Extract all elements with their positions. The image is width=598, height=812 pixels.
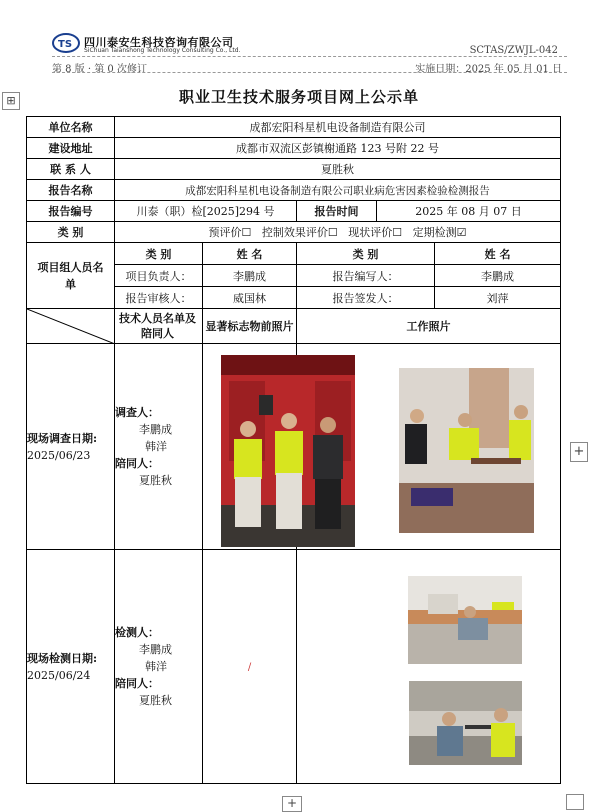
- escort-label: 陪同人：: [115, 457, 159, 470]
- type-option-status: 现状评价☐: [348, 226, 403, 239]
- page-title: 职业卫生技术服务项目网上公示单: [178, 88, 419, 106]
- add-row-button[interactable]: +: [282, 796, 302, 812]
- report-name-value: 成都宏阳科星机电设备制造有限公司职业病危害因素检验检测报告: [115, 180, 561, 201]
- testing-work-photo-2: [409, 681, 522, 765]
- type-label: 类 别: [27, 222, 115, 243]
- diagonal-line: [27, 309, 115, 344]
- address-label: 建设地址: [27, 138, 115, 159]
- report-time-value: 2025 年 08 月 07 日: [377, 201, 561, 222]
- checkbox-unchecked-icon[interactable]: ☐: [241, 226, 252, 239]
- escort-label: 陪同人：: [115, 677, 159, 690]
- company-name-en: SiChuan Taianshong Technology Consulting Co., Ltd.: [84, 47, 241, 54]
- survey-date: 2025/06/23: [27, 448, 91, 462]
- investigator-name: 韩洋: [145, 440, 167, 453]
- team-type-header: 类 别: [297, 243, 435, 265]
- testing-date-cell: [27, 550, 115, 784]
- landmark-group-photo: [221, 355, 355, 547]
- name-report-writer: 李鹏成: [435, 265, 561, 287]
- name-report-issuer: 刘萍: [435, 287, 561, 309]
- role-project-lead: 项目负责人：: [115, 265, 203, 287]
- add-column-button[interactable]: +: [570, 442, 588, 462]
- role-report-reviewer: 报告审核人：: [115, 287, 203, 309]
- table-move-handle[interactable]: ⊞: [2, 92, 20, 110]
- company-name-cn: 四川泰安生科技咨询有限公司: [84, 36, 234, 49]
- survey-date-label: 现场调查日期:: [27, 431, 98, 445]
- testing-staff-cell: [115, 550, 203, 784]
- testing-date-label: 现场检测日期:: [27, 651, 98, 665]
- role-report-issuer: 报告签发人：: [297, 287, 435, 309]
- header-divider: [52, 56, 567, 57]
- unit-name-label: 单位名称: [27, 117, 115, 138]
- header-divider: [52, 72, 567, 73]
- checkbox-unchecked-icon[interactable]: ☐: [327, 226, 338, 239]
- testing-work-photo-1: [408, 576, 522, 664]
- name-report-reviewer: 威国林: [203, 287, 297, 309]
- tester-name: 李鹏成: [139, 643, 172, 656]
- type-options: [115, 222, 561, 243]
- tester-name: 韩洋: [145, 660, 167, 673]
- report-time-label: 报告时间: [297, 201, 377, 222]
- contact-label: 联 系 人: [27, 159, 115, 180]
- svg-text:TS: TS: [58, 39, 73, 50]
- role-report-writer: 报告编写人：: [297, 265, 435, 287]
- team-type-header: 类 别: [115, 243, 203, 265]
- report-number-value: 川泰（职）检[2025]294 号: [115, 201, 297, 222]
- staff-header: 技术人员名单及陪同人: [115, 309, 203, 344]
- escort-name: 夏胜秋: [139, 694, 172, 707]
- checkbox-checked-icon[interactable]: ☑: [456, 226, 467, 239]
- work-photo-header: 工作照片: [297, 309, 561, 344]
- effective-date: 实施日期：2025 年 05 月 01 日: [415, 64, 562, 75]
- escort-name: 夏胜秋: [139, 474, 172, 487]
- type-option-control-effect: 控制效果评价☐: [261, 226, 338, 239]
- landmark-photo-header: 显著标志物前照片: [203, 309, 297, 344]
- report-name-label: 报告名称: [27, 180, 115, 201]
- project-team-label: 项目组人员名单: [27, 243, 115, 309]
- team-name-header: 姓 名: [203, 243, 297, 265]
- testing-landmark-photo-cell: [203, 550, 297, 784]
- address-value: 成都市双流区彭镇榭通路 123 号附 22 号: [115, 138, 561, 159]
- cursor-mark-icon: /: [247, 662, 252, 673]
- testing-date: 2025/06/24: [27, 668, 91, 682]
- tester-label: 检测人：: [115, 626, 159, 639]
- report-number-label: 报告编号: [27, 201, 115, 222]
- type-option-periodic: 定期检测☑: [412, 226, 467, 239]
- investigator-name: 李鹏成: [139, 423, 172, 436]
- investigator-label: 调查人：: [115, 406, 159, 419]
- type-option-pre-evaluation: 预评价☐: [208, 226, 252, 239]
- survey-work-photo: [399, 368, 534, 533]
- contact-value: 夏胜秋: [115, 159, 561, 180]
- version-info: 第 8 版 · 第 0 次修订: [52, 64, 147, 75]
- company-logo: [52, 32, 80, 54]
- document-code: SCTAS/ZWJL-042: [469, 45, 558, 56]
- survey-date-cell: [27, 344, 115, 550]
- checkbox-unchecked-icon[interactable]: ☐: [392, 226, 403, 239]
- survey-staff-cell: [115, 344, 203, 550]
- unit-name-value: 成都宏阳科星机电设备制造有限公司: [115, 117, 561, 138]
- name-project-lead: 李鹏成: [203, 265, 297, 287]
- team-name-header: 姓 名: [435, 243, 561, 265]
- diagonal-header-cell: [27, 309, 115, 344]
